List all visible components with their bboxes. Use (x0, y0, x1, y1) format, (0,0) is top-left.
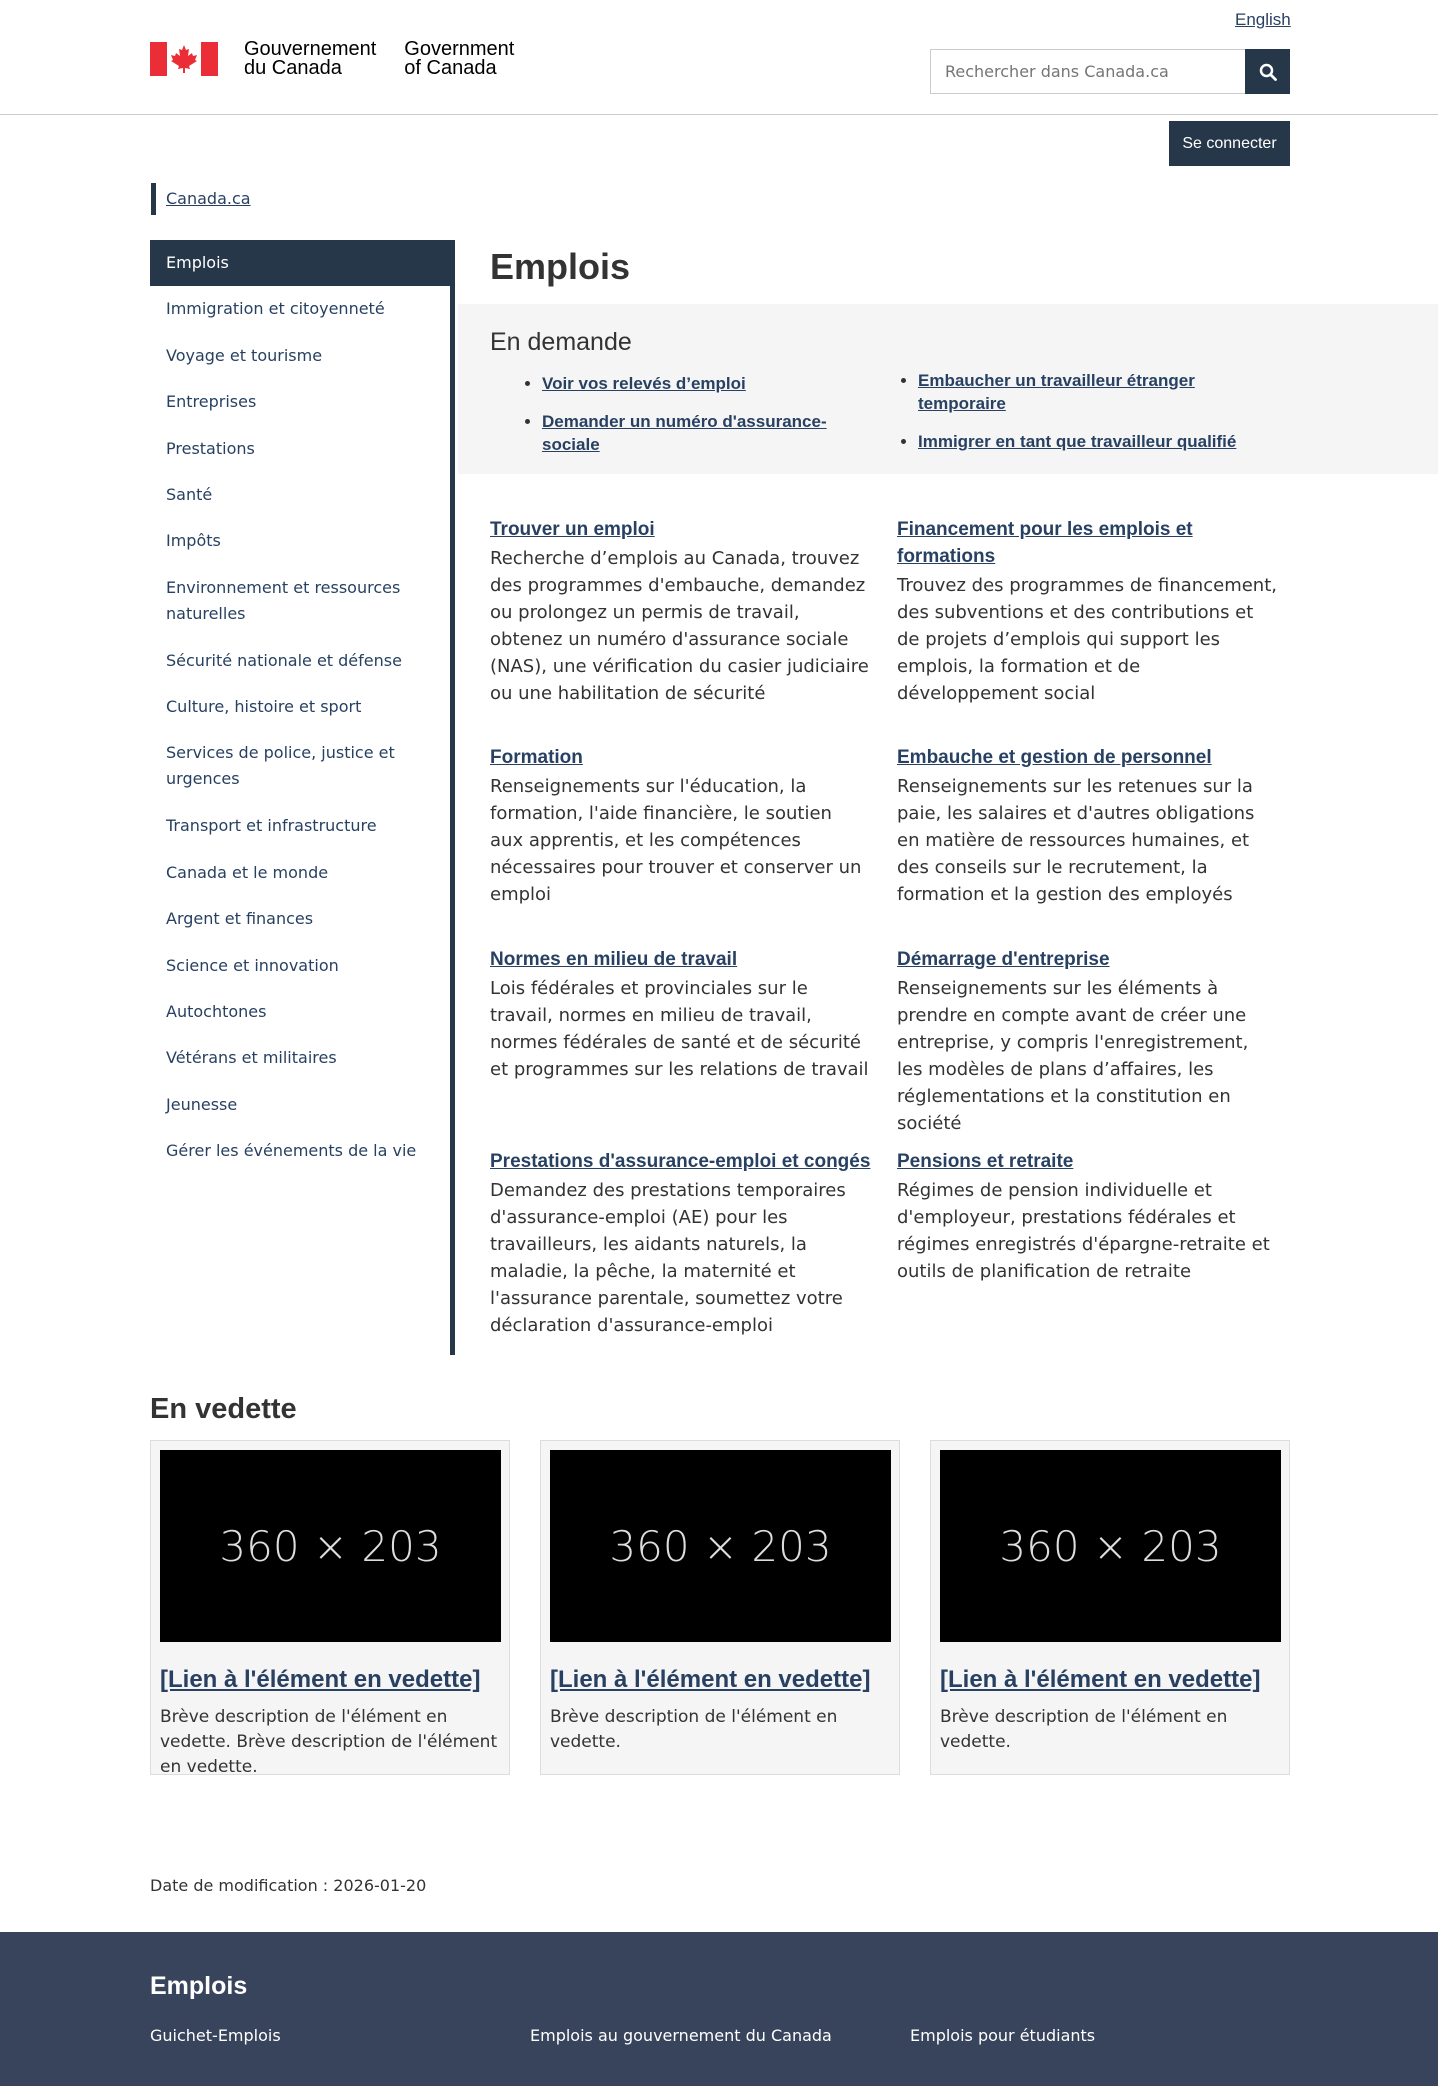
sidebar-item[interactable]: Gérer les événements de la vie (166, 1141, 417, 1160)
sidebar-item[interactable]: Vétérans et militaires (166, 1048, 337, 1067)
sidebar-item[interactable]: Environnement et ressources naturelles (166, 578, 401, 623)
sidebar-item[interactable]: Immigration et citoyenneté (166, 299, 385, 318)
featured-image-placeholder: 360 × 203 (160, 1450, 501, 1642)
sidebar-item[interactable]: Impôts (166, 531, 221, 550)
sidebar-item-active[interactable]: Emplois (150, 240, 450, 286)
in-demand-link[interactable]: Demander un numéro d'assurance-sociale (542, 412, 827, 454)
date-modified (150, 1876, 426, 1895)
topic-link[interactable]: Embauche et gestion de personnel (897, 747, 1212, 768)
featured-card-link[interactable]: [Lien à l'élément en vedette] (940, 1666, 1261, 1693)
topic-description: Recherche d’emplois au Canada, trouvez des programmes d'embauche, demandez ou prolongez un permis de travail, obtenez un numéro d'assurance sociale (NAS), une vérification du casier judiciaire ou une habilitation de sécurité (490, 548, 869, 704)
topic-link[interactable]: Pensions et retraite (897, 1151, 1074, 1172)
in-demand-heading: En demande (490, 328, 632, 356)
sidebar-item[interactable]: Canada et le monde (166, 863, 329, 882)
topic-block (897, 516, 1277, 707)
topic-block (490, 744, 870, 908)
topic-link[interactable]: Normes en milieu de travail (490, 949, 738, 970)
topic-description: Régimes de pension individuelle et d'employeur, prestations fédérales et régimes enregistrés d'épargne-retraite et outils de planification de retraite (897, 1180, 1270, 1282)
topic-link[interactable]: Formation (490, 747, 583, 768)
date-modified-value: 2026-01-20 (333, 1876, 427, 1895)
sidebar-nav (150, 240, 455, 1355)
list-item (542, 372, 882, 395)
sidebar-item[interactable]: Science et innovation (166, 956, 339, 975)
topic-link[interactable]: Trouver un emploi (490, 519, 655, 540)
topic-description: Renseignements sur les éléments à prendre en compte avant de créer une entreprise, y compris l'enregistrement, les modèles de plans d’affaires, les réglementations et la constitution en société (897, 978, 1249, 1134)
footer-heading: Emplois (150, 1972, 248, 2000)
topic-description: Renseignements sur l'éducation, la formation, l'aide financière, le soutien aux apprentis, et les compétences nécessaires pour trouver et conserver un emploi (490, 776, 862, 905)
sidebar-item[interactable]: Culture, histoire et sport (166, 697, 362, 716)
topic-block (490, 1148, 880, 1339)
sidebar-item[interactable]: Argent et finances (166, 909, 314, 928)
sidebar-item[interactable]: Voyage et tourisme (166, 346, 323, 365)
breadcrumb (151, 183, 251, 215)
featured-heading: En vedette (150, 1393, 297, 1425)
featured-card-link[interactable]: [Lien à l'élément en vedette] (550, 1666, 871, 1693)
canada-flag-icon (150, 42, 218, 76)
sidebar-item[interactable]: Jeunesse (166, 1095, 238, 1114)
sidebar-item[interactable]: Prestations (166, 439, 255, 458)
sidebar-item[interactable]: Transport et infrastructure (166, 816, 377, 835)
featured-card (150, 1440, 510, 1775)
topic-block (490, 946, 870, 1083)
topic-description: Demandez des prestations temporaires d'assurance-emploi (AE) pour les travailleurs, les aidants naturels, la maladie, la pêche, la maternité et l'assurance parentale, soumettez votre déclaration d'assurance-emploi (490, 1180, 846, 1336)
sidebar-item[interactable]: Entreprises (166, 392, 257, 411)
topic-link[interactable]: Financement pour les emplois et formations (897, 519, 1193, 567)
in-demand-panel (458, 304, 1438, 474)
footer-link[interactable]: Emplois pour étudiants (910, 2026, 1096, 2045)
government-signature[interactable] (150, 40, 542, 78)
language-toggle-link[interactable]: English (1235, 10, 1291, 29)
list-item (542, 410, 882, 456)
topic-link[interactable]: Démarrage d'entreprise (897, 949, 1110, 970)
sidebar-item[interactable]: Services de police, justice et urgences (166, 743, 395, 788)
topic-description: Trouvez des programmes de financement, des subventions et des contributions et de projets d’emplois qui support les emplois, la formation et de développement social (897, 575, 1277, 704)
featured-card-description: Brève description de l'élément en vedette. (550, 1707, 838, 1752)
featured-card (540, 1440, 900, 1775)
featured-card-description: Brève description de l'élément en vedette. (940, 1707, 1228, 1752)
in-demand-link[interactable]: Voir vos relevés d’emploi (542, 374, 746, 393)
featured-image-placeholder: 360 × 203 (550, 1450, 891, 1642)
page-title: Emplois (490, 246, 631, 287)
sidebar-item[interactable]: Sécurité nationale et défense (166, 651, 402, 670)
in-demand-link[interactable]: Immigrer en tant que travailleur qualifié (918, 432, 1237, 451)
topic-block (897, 946, 1277, 1137)
sign-in-button[interactable]: Se connecter (1169, 121, 1290, 166)
topic-description: Lois fédérales et provinciales sur le travail, normes en milieu de travail, normes fédérales de santé et de sécurité et programmes sur les relations de travail (490, 978, 869, 1080)
in-demand-list-1 (542, 372, 882, 471)
topic-block (897, 1148, 1277, 1285)
gov-name-en: Government of Canada (404, 38, 515, 79)
topic-description: Renseignements sur les retenues sur la paie, les salaires et d'autres obligations en matière de ressources humaines, et des conseils sur le recrutement, la formation et la gestion des employés (897, 776, 1255, 905)
footer-link[interactable]: Emplois au gouvernement du Canada (530, 2026, 832, 2045)
search-button[interactable] (1245, 49, 1290, 94)
breadcrumb-link-canada[interactable]: Canada.ca (166, 189, 251, 208)
topic-link[interactable]: Prestations d'assurance-emploi et congés (490, 1151, 871, 1172)
sidebar-item[interactable]: Santé (166, 485, 213, 504)
header-divider (0, 114, 1438, 115)
search-input[interactable] (930, 49, 1245, 94)
topic-block (897, 744, 1277, 908)
footer (0, 1932, 1438, 2086)
date-modified-label: Date de modification : (150, 1876, 329, 1895)
featured-card-description: Brève description de l'élément en vedette. Brève description de l'élément en vedette. (160, 1707, 498, 1777)
topic-block (490, 516, 870, 707)
featured-card (930, 1440, 1290, 1775)
featured-card-link[interactable]: [Lien à l'élément en vedette] (160, 1666, 481, 1693)
in-demand-link[interactable]: Embaucher un travailleur étranger temporaire (918, 371, 1195, 413)
featured-image-placeholder: 360 × 203 (940, 1450, 1281, 1642)
list-item (918, 369, 1248, 415)
list-item (918, 430, 1248, 453)
in-demand-list-2 (918, 369, 1248, 468)
sidebar-item[interactable]: Autochtones (166, 1002, 267, 1021)
gov-name-fr: Gouvernement du Canada (244, 38, 377, 79)
footer-link[interactable]: Guichet-Emplois (150, 2026, 281, 2045)
search-icon (1259, 63, 1277, 81)
